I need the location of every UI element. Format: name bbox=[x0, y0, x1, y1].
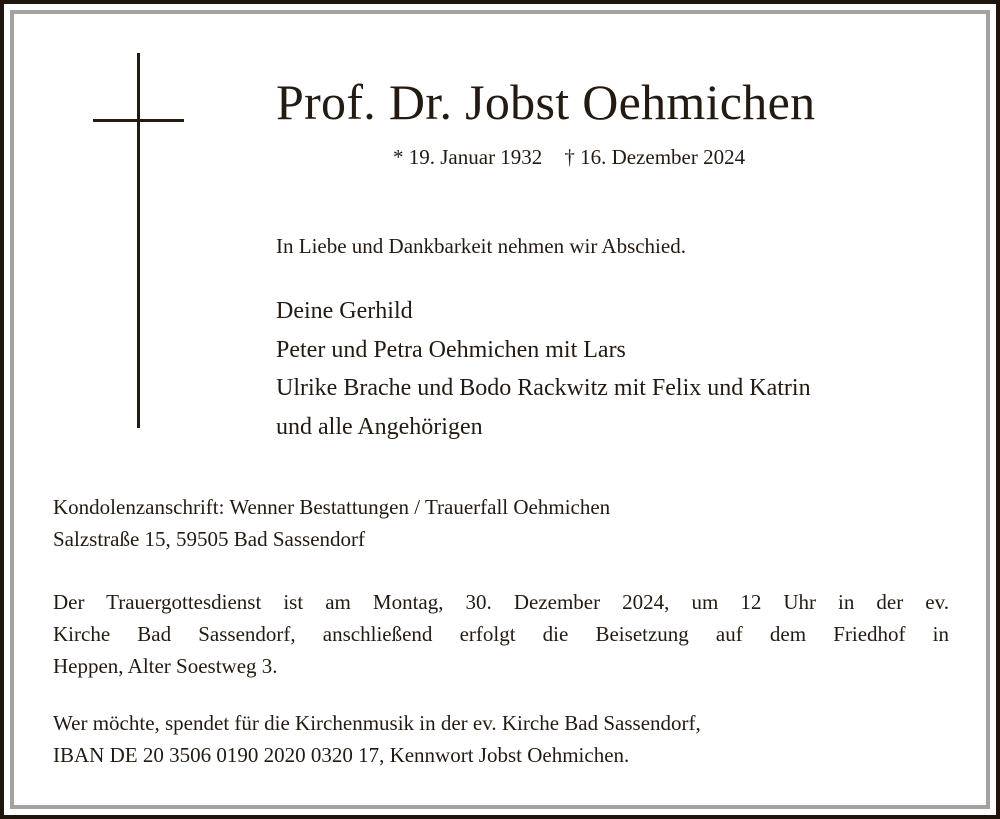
donation-info bbox=[53, 707, 701, 771]
life-dates bbox=[393, 143, 745, 171]
deceased-name: Prof. Dr. Jobst Oehmichen bbox=[276, 74, 816, 130]
birth-date: * 19. Januar 1932 bbox=[393, 145, 543, 169]
service-line: Kirche Bad Sassendorf, anschließend erfolgt die Beisetzung auf dem Friedhof in bbox=[53, 622, 949, 646]
cross-horizontal-bar bbox=[93, 119, 184, 122]
service-line: Der Trauergottesdienst ist am Montag, 30. Dezember 2024, um 12 Uhr in der ev. bbox=[53, 590, 949, 614]
donation-line: Wer möchte, spendet für die Kirchenmusik in der ev. Kirche Bad Sassendorf, bbox=[53, 711, 701, 735]
condolence-line: Salzstraße 15, 59505 Bad Sassendorf bbox=[53, 527, 366, 551]
condolence-line: Kondolenzanschrift: Wenner Bestattungen / Trauerfall Oehmichen bbox=[53, 495, 611, 519]
funeral-service-info bbox=[53, 586, 949, 682]
donation-line: IBAN DE 20 3506 0190 2020 0320 17, Kennwort Jobst Oehmichen. bbox=[53, 743, 630, 767]
mourner-line: Peter und Petra Oehmichen mit Lars bbox=[276, 336, 626, 363]
death-date: † 16. Dezember 2024 bbox=[564, 145, 746, 169]
cross-vertical-bar bbox=[137, 53, 140, 428]
farewell-text: In Liebe und Dankbarkeit nehmen wir Abschied. bbox=[276, 234, 686, 258]
mourner-line: Ulrike Brache und Bodo Rackwitz mit Felix und Katrin bbox=[276, 375, 811, 401]
mourner-line: und alle Angehörigen bbox=[276, 413, 483, 440]
service-line: Heppen, Alter Soestweg 3. bbox=[53, 654, 278, 678]
mourners-list bbox=[276, 292, 811, 446]
condolence-address bbox=[53, 491, 610, 555]
mourner-line: Deine Gerhild bbox=[276, 298, 413, 324]
